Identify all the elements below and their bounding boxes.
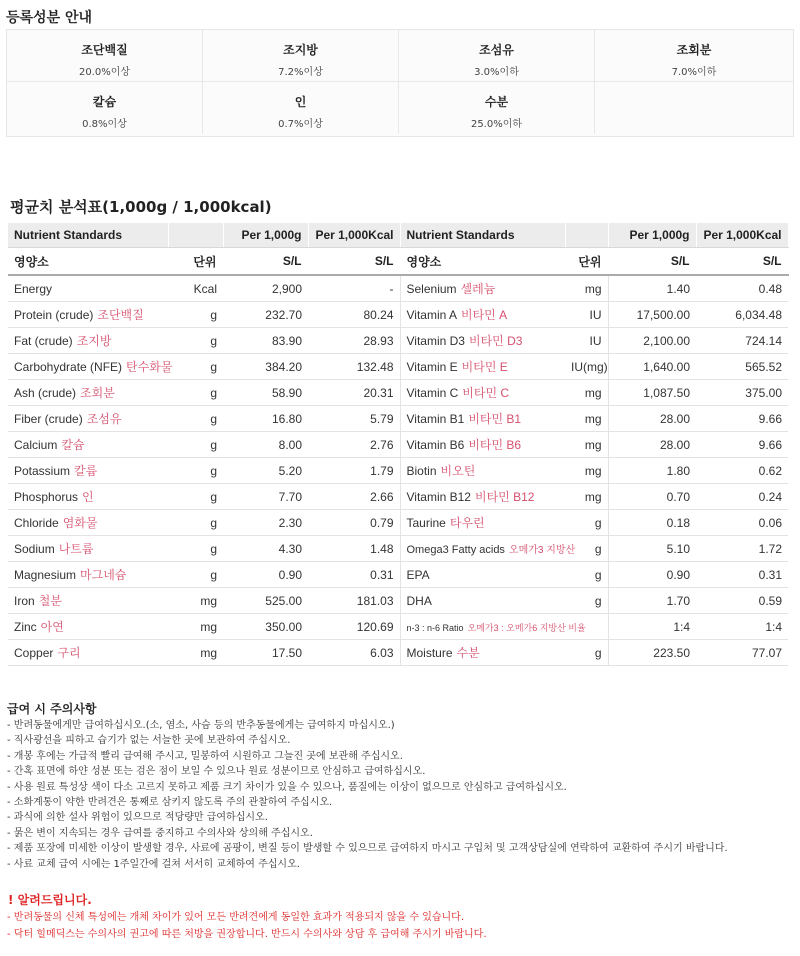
per-1000kcal-cell: 28.93 <box>308 328 400 354</box>
per-1000kcal-cell: 0.31 <box>308 562 400 588</box>
nutrient-cell <box>400 275 565 302</box>
nutrient-cell <box>400 458 565 484</box>
registration-title: 등록성분 안내 <box>6 10 93 26</box>
nutrient-en: Vitamin D3 <box>406 334 465 348</box>
nutrient-kr: 나트륨 <box>58 542 94 556</box>
nutrient-en: Chloride <box>14 516 59 530</box>
nutrient-kr: 비타민 A <box>460 308 508 322</box>
nutrient-cell <box>400 354 565 380</box>
unit-cell: IU <box>565 302 608 328</box>
registration-item: 조단백질 20.0%이상 <box>7 30 203 82</box>
table-row <box>8 614 788 640</box>
nutrient-kr: 칼슘 <box>61 438 85 452</box>
nutrient-en: Vitamin B1 <box>406 412 465 426</box>
registration-item: 인 0.7%이상 <box>203 82 399 134</box>
nutrient-kr: 비타민 C <box>462 386 510 400</box>
unit-cell: g <box>565 562 608 588</box>
per-1000kcal-cell: 2.76 <box>308 432 400 458</box>
per-1000kcal-cell: 1.48 <box>308 536 400 562</box>
nutrient-kr: 염화물 <box>62 516 98 530</box>
nutrient-kr: 비타민 B6 <box>468 438 522 452</box>
caution-item: - 개봉 후에는 가급적 빨리 급여해 주시고, 밀봉하여 시원하고 그늘진 곳에 보관해 주십시오. <box>7 750 403 762</box>
nutrient-cell <box>400 432 565 458</box>
registration-item: 조섬유 3.0%이하 <box>399 30 595 82</box>
per-1000g-cell: 1,640.00 <box>608 354 696 380</box>
per-1000g-cell: 2,900 <box>223 275 308 302</box>
nutrient-en: Vitamin E <box>406 360 458 374</box>
nutrient-cell <box>8 536 168 562</box>
nutrient-cell <box>400 614 586 640</box>
subheader-nutrient-kr: 영양소 <box>8 248 168 276</box>
analysis-table <box>8 223 789 666</box>
per-1000kcal-cell: 0.06 <box>696 510 788 536</box>
per-1000g-cell: 2.30 <box>223 510 308 536</box>
registration-item-empty <box>595 82 793 134</box>
per-1000kcal-cell: 0.31 <box>696 562 788 588</box>
table-row <box>8 275 788 302</box>
per-1000kcal-cell: 0.62 <box>696 458 788 484</box>
nutrient-cell <box>400 380 565 406</box>
nutrient-cell <box>8 406 168 432</box>
per-1000g-cell: 17.50 <box>223 640 308 666</box>
nutrient-en: Phosphorus <box>14 490 79 504</box>
nutrient-kr: 조섬유 <box>86 412 122 426</box>
per-1000g-cell: 384.20 <box>223 354 308 380</box>
unit-cell: g <box>168 302 223 328</box>
caution-item: - 사용 원료 특성상 색이 다소 고르지 못하고 제품 크기 차이가 있을 수 있으나, 품질에는 이상이 없으므로 안심하고 급여하십시오. <box>7 781 567 793</box>
nutrient-en: Copper <box>14 646 54 660</box>
notice-title: ! 알려드립니다. <box>8 893 92 907</box>
nutrient-cell <box>8 432 168 458</box>
table-row <box>8 536 788 562</box>
unit-cell: mg <box>565 275 608 302</box>
nutrient-cell <box>8 484 168 510</box>
caution-item: - 반려동물에게만 급여하십시오.(소, 염소, 사슴 등의 반추동물에게는 급여하지 마십시오.) <box>7 720 395 731</box>
per-1000g-cell: 1.40 <box>608 275 696 302</box>
subheader-sl: S/L <box>308 248 400 276</box>
nutrient-kr: 비타민 D3 <box>468 334 523 348</box>
nutrient-en: Selenium <box>406 282 457 296</box>
subheader-unit: 단위 <box>565 248 608 276</box>
per-1000g-cell: 0.90 <box>608 562 696 588</box>
unit-cell: g <box>168 328 223 354</box>
nutrient-cell <box>400 510 565 536</box>
per-1000g-cell: 28.00 <box>608 406 696 432</box>
nutrient-kr: 아연 <box>40 620 64 634</box>
caution-item: - 간혹 표면에 하얀 성분 또는 검은 점이 보일 수 있으나 원료 성분이므로 안심하고 급여하십시오. <box>7 766 426 778</box>
nutrient-cell <box>400 328 565 354</box>
nutrient-kr: 탄수화물 <box>126 360 173 374</box>
per-1000g-cell: 8.00 <box>223 432 308 458</box>
nutrient-kr: 수분 <box>456 646 480 660</box>
unit-cell: mg <box>565 484 608 510</box>
unit-cell: IU(mg) <box>565 354 608 380</box>
nutrient-en: Potassium <box>14 464 71 478</box>
caution-item: - 사료 교체 급여 시에는 1주일간에 걸쳐 서서히 교체하여 주십시오. <box>7 858 300 870</box>
per-1000g-cell: 5.20 <box>223 458 308 484</box>
subheader-nutrient-kr: 영양소 <box>400 248 565 276</box>
unit-cell: g <box>565 510 608 536</box>
unit-cell: Kcal <box>168 275 223 302</box>
header-per-1000g: Per 1,000g <box>223 223 308 248</box>
table-row <box>8 380 788 406</box>
header-nutrient: Nutrient Standards <box>400 223 565 248</box>
nutrient-cell <box>8 354 173 380</box>
per-1000kcal-cell: 20.31 <box>308 380 400 406</box>
header-per-1000kcal: Per 1,000Kcal <box>696 223 788 248</box>
nutrient-en: DHA <box>406 593 432 608</box>
per-1000g-cell: 1,087.50 <box>608 380 696 406</box>
per-1000g-cell: 83.90 <box>223 328 308 354</box>
unit-cell: g <box>168 536 223 562</box>
nutrient-kr: 비타민 B12 <box>474 490 535 504</box>
unit-cell: mg <box>168 614 223 640</box>
unit-cell: IU <box>565 328 608 354</box>
nutrient-en: Vitamin B12 <box>406 490 471 504</box>
table-row <box>8 640 788 666</box>
subheader-sl: S/L <box>608 248 696 276</box>
nutrient-en: Moisture <box>406 646 453 660</box>
nutrient-kr: 셀레늄 <box>460 282 496 296</box>
per-1000g-cell: 1:4 <box>608 614 696 640</box>
nutrient-cell <box>400 302 565 328</box>
subheader-unit: 단위 <box>168 248 223 276</box>
per-1000g-cell: 0.90 <box>223 562 308 588</box>
unit-cell: g <box>168 510 223 536</box>
nutrient-en: Energy <box>14 281 53 296</box>
per-1000g-cell: 525.00 <box>223 588 308 614</box>
nutrient-cell <box>8 562 168 588</box>
unit-cell: g <box>168 380 223 406</box>
unit-cell: g <box>565 640 608 666</box>
nutrient-en: Vitamin B6 <box>406 438 465 452</box>
nutrient-kr: 조회분 <box>80 386 115 400</box>
nutrient-cell <box>8 275 168 302</box>
per-1000g-cell: 223.50 <box>608 640 696 666</box>
unit-cell: g <box>168 432 223 458</box>
per-1000g-cell: 1.80 <box>608 458 696 484</box>
nutrient-cell <box>8 458 168 484</box>
nutrient-en: Carbohydrate (NFE) <box>14 360 123 374</box>
header-per-1000kcal: Per 1,000Kcal <box>308 223 400 248</box>
nutrient-cell <box>400 588 565 614</box>
nutrient-kr: 오메가3 : 오메가6 지방산 비율 <box>467 622 586 633</box>
table-row <box>8 328 788 354</box>
table-row <box>8 510 788 536</box>
registration-item: 칼슘 0.8%이상 <box>7 82 203 134</box>
subheader-sl: S/L <box>223 248 308 276</box>
caution-item: - 제품 포장에 미세한 이상이 발생할 경우, 사료에 곰팡이, 변질 등이 발생할 수 있으므로 급여하지 마시고 구입처 및 고객상담실에 연락하여 교환하여 주시기 바랍니다. <box>7 843 728 855</box>
nutrient-en: Magnesium <box>14 568 77 582</box>
nutrient-en: Vitamin C <box>406 386 459 400</box>
unit-cell: mg <box>565 432 608 458</box>
per-1000kcal-cell: 375.00 <box>696 380 788 406</box>
unit-cell: g <box>168 354 223 380</box>
nutrient-en: Vitamin A <box>406 308 457 322</box>
nutrient-kr: 마그네슘 <box>80 568 127 582</box>
nutrient-cell <box>400 562 565 588</box>
notice-item: - 반려동물의 신체 특성에는 개체 차이가 있어 모든 반려견에게 동일한 효과가 적용되지 않을 수 있습니다. <box>7 912 465 923</box>
nutrient-cell <box>8 510 168 536</box>
per-1000kcal-cell: 120.69 <box>308 614 400 640</box>
table-row <box>8 458 788 484</box>
unit-cell: mg <box>565 380 608 406</box>
nutrient-cell <box>400 406 565 432</box>
cautions-list <box>7 718 728 872</box>
per-1000kcal-cell: 0.24 <box>696 484 788 510</box>
notice-item: - 닥터 힐메딕스는 수의사의 권고에 따른 처방을 권장합니다. 반드시 수의사와 상담 후 급여해 주시기 바랍니다. <box>7 929 487 940</box>
unit-cell: g <box>565 588 608 614</box>
per-1000g-cell: 1.70 <box>608 588 696 614</box>
nutrient-kr: 조지방 <box>76 334 112 348</box>
nutrient-en: Sodium <box>14 542 55 556</box>
per-1000kcal-cell: 6,034.48 <box>696 302 788 328</box>
notice-list <box>7 909 487 943</box>
per-1000kcal-cell: 132.48 <box>308 354 400 380</box>
unit-cell: g <box>168 458 223 484</box>
analysis-title: 평균치 분석표(1,000g / 1,000kcal) <box>10 198 272 216</box>
per-1000kcal-cell: 1:4 <box>696 614 788 640</box>
nutrient-kr: 비타민 B1 <box>468 412 522 426</box>
nutrient-en: Calcium <box>14 438 58 452</box>
nutrient-kr: 타우린 <box>449 516 485 530</box>
nutrient-cell <box>8 614 168 640</box>
header-per-1000g: Per 1,000g <box>608 223 696 248</box>
per-1000kcal-cell: 2.66 <box>308 484 400 510</box>
nutrient-cell <box>8 380 168 406</box>
table-row <box>8 562 788 588</box>
per-1000g-cell: 232.70 <box>223 302 308 328</box>
per-1000g-cell: 4.30 <box>223 536 308 562</box>
table-row <box>8 484 788 510</box>
table-row <box>8 406 788 432</box>
unit-cell: mg <box>565 458 608 484</box>
nutrient-kr: 구리 <box>57 646 81 660</box>
table-subheader-row <box>8 248 788 276</box>
nutrient-en: Ash (crude) <box>14 386 77 400</box>
nutrient-en: Protein (crude) <box>14 308 94 322</box>
per-1000g-cell: 5.10 <box>608 536 696 562</box>
nutrient-en: n-3 : n-6 Ratio <box>406 622 464 633</box>
nutrient-cell <box>400 640 565 666</box>
unit-cell: mg <box>168 588 223 614</box>
registration-item: 조회분 7.0%이하 <box>595 30 793 82</box>
nutrient-en: Fiber (crude) <box>14 412 83 426</box>
per-1000kcal-cell: 0.79 <box>308 510 400 536</box>
nutrient-en: Omega3 Fatty acids <box>406 544 505 556</box>
per-1000kcal-cell: 9.66 <box>696 406 788 432</box>
nutrient-en: Zinc <box>14 620 37 634</box>
nutrient-kr: 조단백질 <box>97 308 144 322</box>
per-1000kcal-cell: 5.79 <box>308 406 400 432</box>
per-1000g-cell: 7.70 <box>223 484 308 510</box>
header-nutrient: Nutrient Standards <box>8 223 168 248</box>
caution-item: - 묽은 변이 지속되는 경우 급여를 중지하고 수의사와 상의해 주십시오. <box>7 827 313 839</box>
per-1000kcal-cell: 6.03 <box>308 640 400 666</box>
nutrient-en: Fat (crude) <box>14 334 73 348</box>
per-1000g-cell: 2,100.00 <box>608 328 696 354</box>
per-1000g-cell: 17,500.00 <box>608 302 696 328</box>
unit-cell: mg <box>168 640 223 666</box>
caution-item: - 과식에 의한 설사 위험이 있으므로 적당량만 급여하십시오. <box>7 812 268 824</box>
unit-cell: g <box>565 536 608 562</box>
table-row <box>8 302 788 328</box>
nutrient-kr: 인 <box>82 490 94 504</box>
per-1000kcal-cell: 9.66 <box>696 432 788 458</box>
nutrient-en: Taurine <box>406 516 446 530</box>
unit-cell: g <box>168 562 223 588</box>
nutrient-cell <box>400 484 565 510</box>
per-1000g-cell: 0.18 <box>608 510 696 536</box>
per-1000g-cell: 28.00 <box>608 432 696 458</box>
per-1000kcal-cell: 0.59 <box>696 588 788 614</box>
nutrient-cell <box>8 588 168 614</box>
table-row <box>8 432 788 458</box>
table-row <box>8 588 788 614</box>
per-1000g-cell: 16.80 <box>223 406 308 432</box>
registration-grid <box>6 29 794 137</box>
caution-item: - 직사광선을 피하고 습기가 없는 서늘한 곳에 보관하여 주십시오. <box>7 735 291 747</box>
nutrient-en: EPA <box>406 567 430 582</box>
table-row <box>8 354 788 380</box>
nutrient-cell <box>8 640 168 666</box>
registration-item: 조지방 7.2%이상 <box>203 30 399 82</box>
per-1000kcal-cell: - <box>308 275 400 302</box>
cautions-title: 급여 시 주의사항 <box>7 702 97 716</box>
caution-item: - 소화계통이 약한 반려견은 통째로 삼키지 않도록 주의 관찰하여 주십시오. <box>7 797 333 809</box>
table-header-row <box>8 223 788 248</box>
nutrient-kr: 철분 <box>38 594 62 608</box>
per-1000kcal-cell: 181.03 <box>308 588 400 614</box>
per-1000g-cell: 350.00 <box>223 614 308 640</box>
per-1000g-cell: 58.90 <box>223 380 308 406</box>
unit-cell: g <box>168 406 223 432</box>
nutrient-en: Biotin <box>406 464 437 478</box>
nutrient-kr: 비타민 E <box>461 360 508 374</box>
nutrient-cell <box>400 536 576 562</box>
per-1000kcal-cell: 1.72 <box>696 536 788 562</box>
per-1000kcal-cell: 80.24 <box>308 302 400 328</box>
nutrient-cell <box>8 302 168 328</box>
nutrient-cell <box>8 328 168 354</box>
nutrient-en: Iron <box>14 594 35 608</box>
per-1000kcal-cell: 0.48 <box>696 275 788 302</box>
per-1000kcal-cell: 77.07 <box>696 640 788 666</box>
per-1000kcal-cell: 1.79 <box>308 458 400 484</box>
unit-cell: mg <box>565 406 608 432</box>
registration-item: 수분 25.0%이하 <box>399 82 595 134</box>
subheader-sl: S/L <box>696 248 788 276</box>
unit-cell: g <box>168 484 223 510</box>
nutrient-kr: 오메가3 지방산 <box>508 545 576 556</box>
per-1000kcal-cell: 724.14 <box>696 328 788 354</box>
nutrient-kr: 비오틴 <box>440 464 476 478</box>
nutrient-kr: 칼륨 <box>74 464 98 478</box>
per-1000g-cell: 0.70 <box>608 484 696 510</box>
per-1000kcal-cell: 565.52 <box>696 354 788 380</box>
